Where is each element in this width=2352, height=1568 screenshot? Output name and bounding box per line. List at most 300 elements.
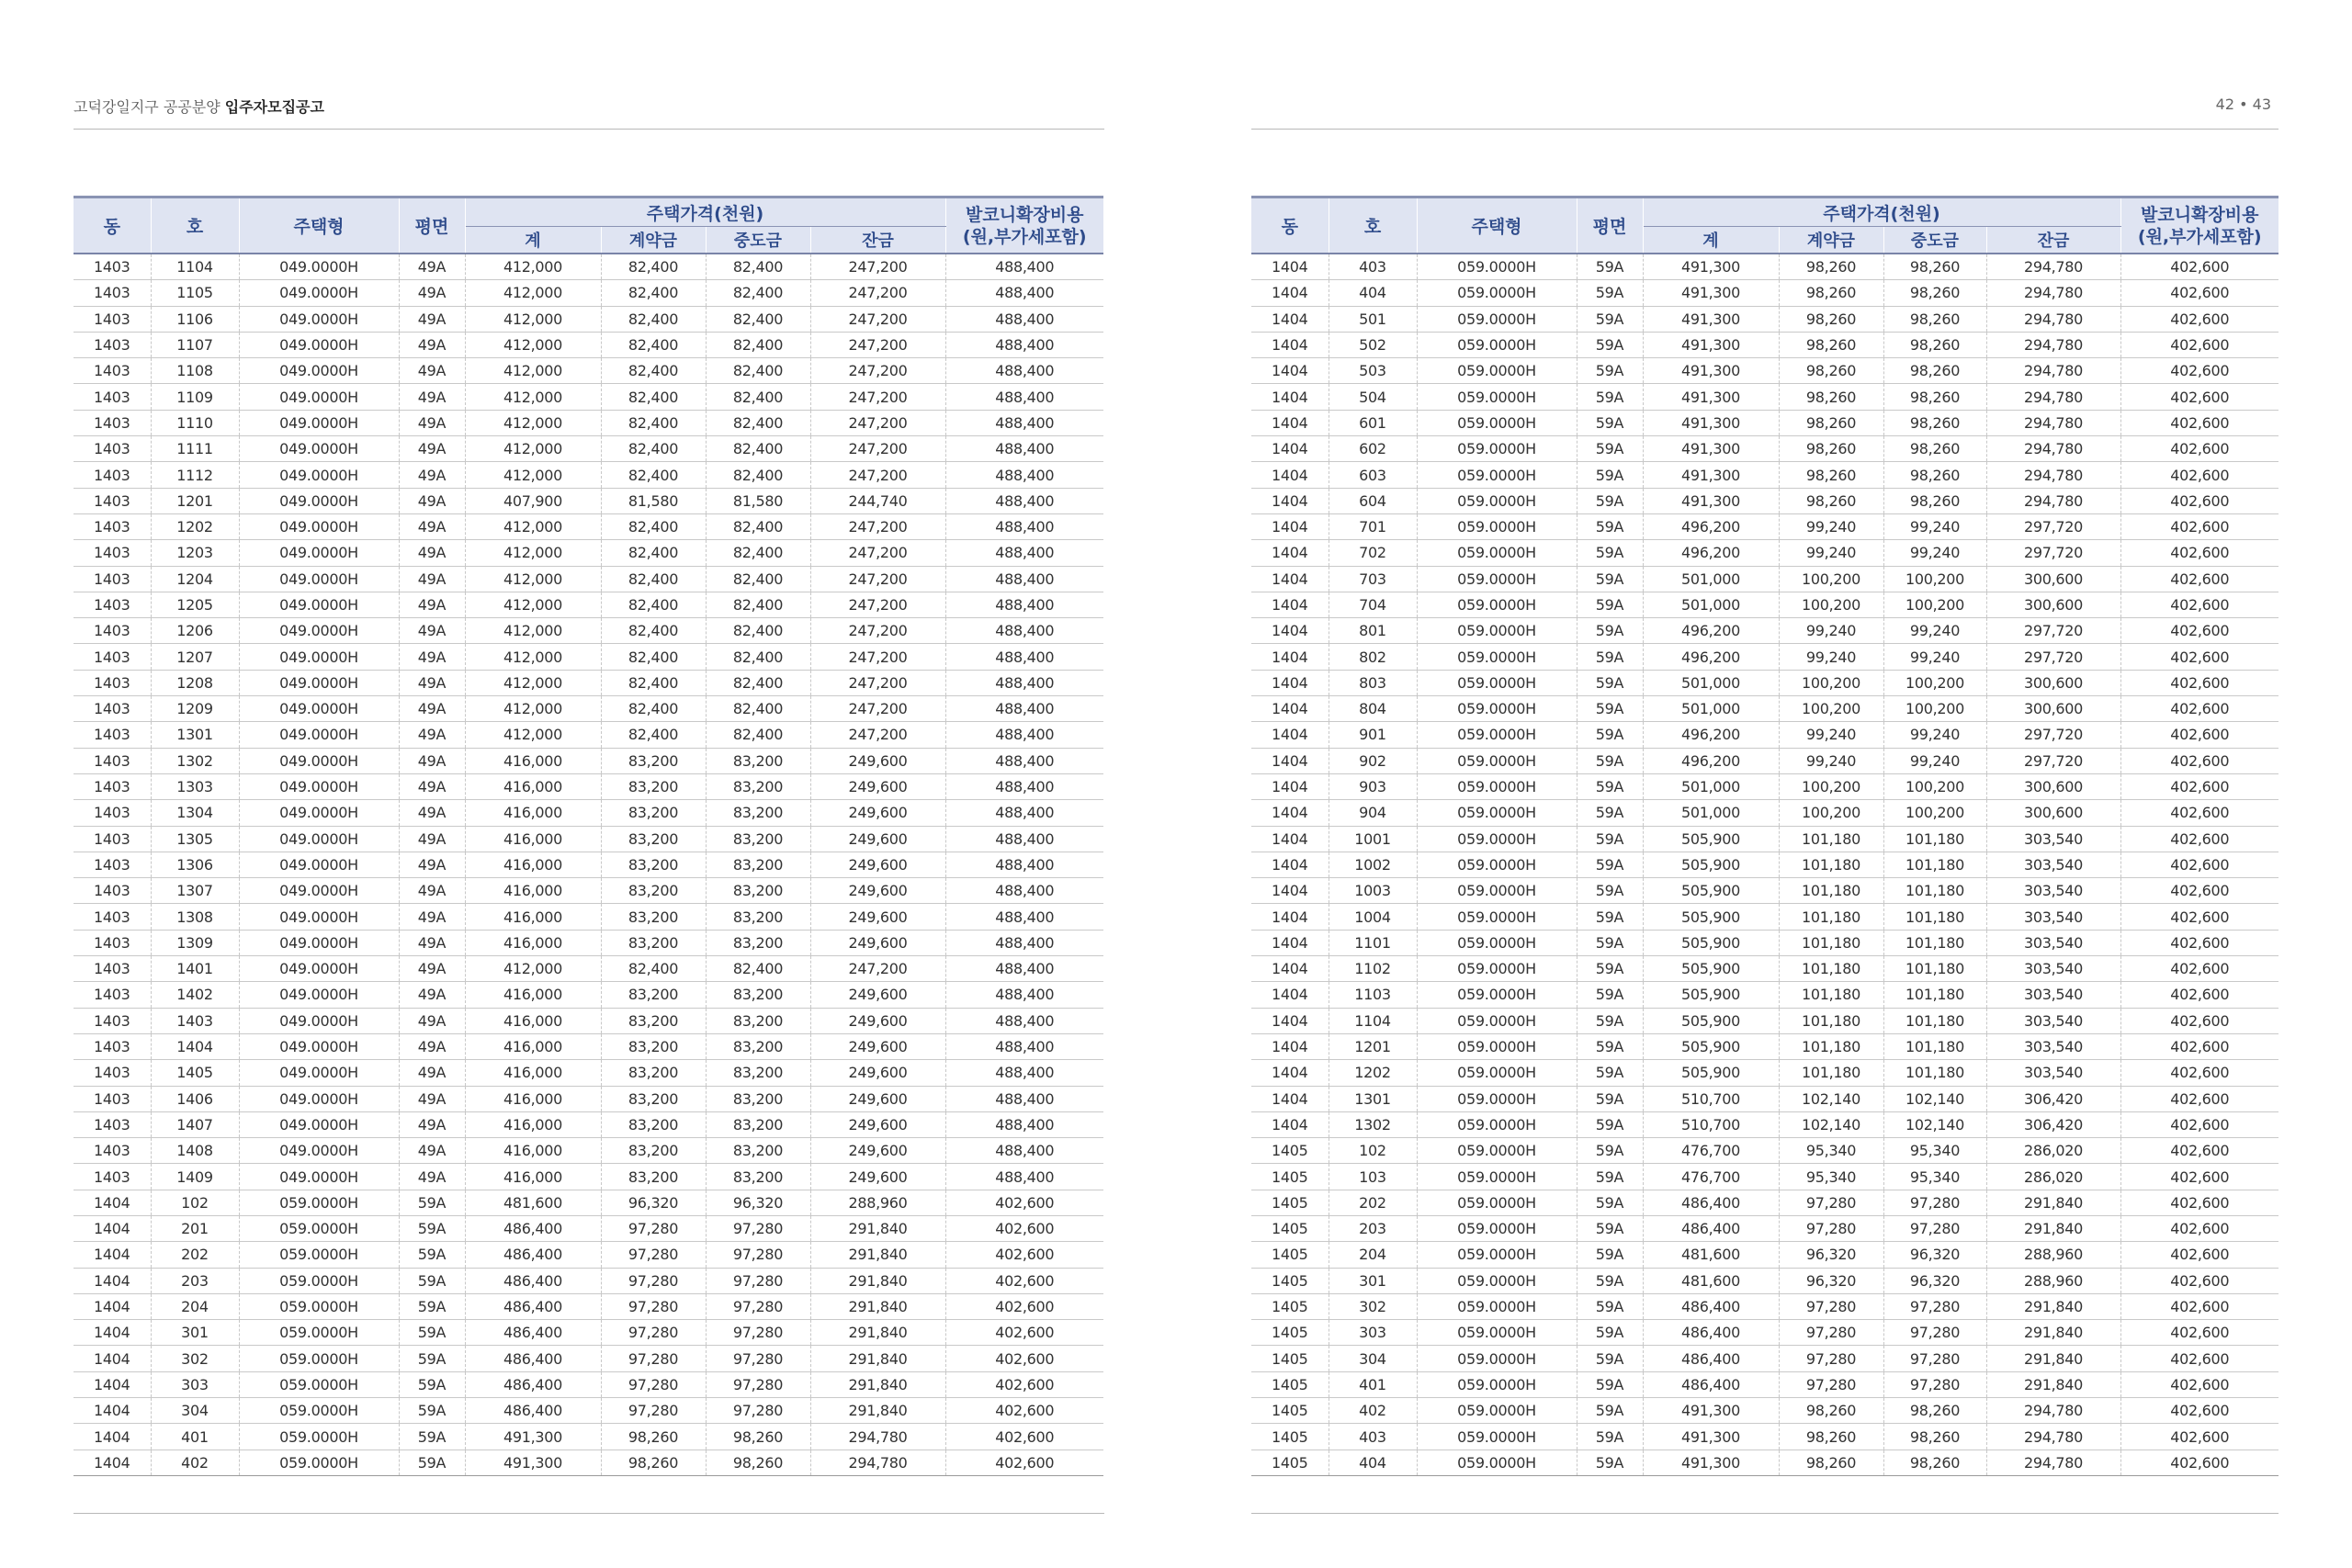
type-cell: 049.0000H — [239, 332, 399, 357]
total-cell: 412,000 — [465, 436, 601, 462]
table-row — [1251, 930, 2278, 955]
col-header-type: 주택형 — [1417, 197, 1577, 254]
type-cell: 059.0000H — [1417, 956, 1577, 982]
deposit-cell: 82,400 — [601, 513, 706, 539]
type-cell: 049.0000H — [239, 956, 399, 982]
total-cell: 416,000 — [465, 1164, 601, 1190]
total-cell: 505,900 — [1643, 826, 1779, 852]
total-cell: 496,200 — [1643, 748, 1779, 773]
table-row — [74, 540, 1103, 566]
total-cell: 491,300 — [1643, 410, 1779, 435]
balcony-cell: 488,400 — [945, 410, 1103, 435]
balance-cell: 291,840 — [810, 1398, 945, 1424]
size-cell: 59A — [1577, 410, 1643, 435]
balance-cell: 300,600 — [1986, 566, 2120, 592]
ho-cell: 1409 — [151, 1164, 239, 1190]
total-cell: 491,300 — [1643, 488, 1779, 513]
deposit-cell: 99,240 — [1779, 722, 1883, 748]
dong-cell: 1404 — [1251, 384, 1329, 410]
type-cell: 059.0000H — [1417, 1320, 1577, 1346]
dong-cell: 1403 — [74, 540, 151, 566]
middle-cell: 83,200 — [706, 1008, 810, 1033]
type-cell: 059.0000H — [1417, 1424, 1577, 1450]
size-cell: 49A — [399, 982, 465, 1008]
balance-cell: 297,720 — [1986, 722, 2120, 748]
total-cell: 486,400 — [465, 1242, 601, 1268]
size-cell: 59A — [1577, 436, 1643, 462]
size-cell: 49A — [399, 1060, 465, 1086]
type-cell: 059.0000H — [1417, 644, 1577, 670]
balcony-cell: 402,600 — [945, 1346, 1103, 1371]
balcony-cell: 402,600 — [2120, 280, 2278, 306]
dong-cell: 1404 — [74, 1450, 151, 1475]
total-cell: 491,300 — [1643, 462, 1779, 488]
dong-cell: 1403 — [74, 1111, 151, 1137]
type-cell: 059.0000H — [1417, 540, 1577, 566]
balcony-cell: 402,600 — [2120, 878, 2278, 904]
type-cell: 059.0000H — [1417, 722, 1577, 748]
middle-cell: 83,200 — [706, 1164, 810, 1190]
col-header-type: 주택형 — [239, 197, 399, 254]
table-row — [1251, 722, 2278, 748]
dong-cell: 1403 — [74, 748, 151, 773]
table-row — [74, 1450, 1103, 1475]
ho-cell: 1302 — [1329, 1111, 1417, 1137]
middle-cell: 83,200 — [706, 878, 810, 904]
ho-cell: 302 — [1329, 1293, 1417, 1319]
balcony-cell: 402,600 — [2120, 332, 2278, 357]
deposit-cell: 101,180 — [1779, 826, 1883, 852]
type-cell: 059.0000H — [239, 1398, 399, 1424]
size-cell: 49A — [399, 306, 465, 332]
middle-cell: 100,200 — [1883, 696, 1986, 722]
table-row — [74, 618, 1103, 644]
middle-cell: 101,180 — [1883, 878, 1986, 904]
total-cell: 510,700 — [1643, 1086, 1779, 1111]
balance-cell: 297,720 — [1986, 618, 2120, 644]
balance-cell: 294,780 — [1986, 306, 2120, 332]
header-divider-left — [74, 129, 1104, 130]
total-cell: 510,700 — [1643, 1111, 1779, 1137]
balance-cell: 294,780 — [1986, 384, 2120, 410]
balcony-cell: 402,600 — [945, 1215, 1103, 1241]
table-row — [74, 930, 1103, 955]
total-cell: 412,000 — [465, 696, 601, 722]
middle-cell: 97,280 — [706, 1293, 810, 1319]
middle-cell: 100,200 — [1883, 566, 1986, 592]
dong-cell: 1404 — [1251, 930, 1329, 955]
balance-cell: 297,720 — [1986, 644, 2120, 670]
col-header-deposit: 계약금 — [601, 227, 706, 254]
deposit-cell: 96,320 — [601, 1190, 706, 1215]
deposit-cell: 100,200 — [1779, 773, 1883, 799]
size-cell: 59A — [399, 1190, 465, 1215]
total-cell: 416,000 — [465, 1138, 601, 1164]
total-cell: 486,400 — [1643, 1215, 1779, 1241]
ho-cell: 1002 — [1329, 852, 1417, 877]
table-row — [1251, 618, 2278, 644]
balance-cell: 249,600 — [810, 748, 945, 773]
dong-cell: 1404 — [1251, 1060, 1329, 1086]
dong-cell: 1404 — [74, 1268, 151, 1293]
middle-cell: 82,400 — [706, 956, 810, 982]
dong-cell: 1404 — [1251, 306, 1329, 332]
balance-cell: 291,840 — [810, 1293, 945, 1319]
ho-cell: 1001 — [1329, 826, 1417, 852]
col-header-balance: 잔금 — [1986, 227, 2120, 254]
dong-cell: 1403 — [74, 306, 151, 332]
type-cell: 059.0000H — [1417, 800, 1577, 826]
deposit-cell: 97,280 — [601, 1320, 706, 1346]
middle-cell: 82,400 — [706, 696, 810, 722]
middle-cell: 83,200 — [706, 904, 810, 930]
total-cell: 505,900 — [1643, 956, 1779, 982]
deposit-cell: 82,400 — [601, 592, 706, 617]
size-cell: 59A — [1577, 1060, 1643, 1086]
type-cell: 059.0000H — [1417, 306, 1577, 332]
deposit-cell: 83,200 — [601, 748, 706, 773]
dong-cell: 1404 — [1251, 1086, 1329, 1111]
balcony-cell: 488,400 — [945, 773, 1103, 799]
dong-cell: 1403 — [74, 670, 151, 695]
size-cell: 49A — [399, 878, 465, 904]
type-cell: 049.0000H — [239, 618, 399, 644]
total-cell: 416,000 — [465, 904, 601, 930]
balance-cell: 294,780 — [1986, 280, 2120, 306]
ho-cell: 504 — [1329, 384, 1417, 410]
size-cell: 49A — [399, 566, 465, 592]
ho-cell: 1301 — [151, 722, 239, 748]
deposit-cell: 97,280 — [601, 1268, 706, 1293]
size-cell: 49A — [399, 254, 465, 280]
size-cell: 59A — [1577, 592, 1643, 617]
table-row — [74, 773, 1103, 799]
balcony-cell: 488,400 — [945, 1060, 1103, 1086]
total-cell: 505,900 — [1643, 904, 1779, 930]
balcony-cell: 402,600 — [2120, 1111, 2278, 1137]
total-cell: 501,000 — [1643, 670, 1779, 695]
dong-cell: 1404 — [1251, 1111, 1329, 1137]
type-cell: 059.0000H — [239, 1424, 399, 1450]
middle-cell: 83,200 — [706, 800, 810, 826]
ho-cell: 1304 — [151, 800, 239, 826]
type-cell: 059.0000H — [1417, 1215, 1577, 1241]
balcony-cell: 402,600 — [945, 1293, 1103, 1319]
middle-cell: 81,580 — [706, 488, 810, 513]
total-cell: 486,400 — [465, 1346, 601, 1371]
middle-cell: 101,180 — [1883, 1008, 1986, 1033]
deposit-cell: 82,400 — [601, 618, 706, 644]
type-cell: 049.0000H — [239, 773, 399, 799]
middle-cell: 82,400 — [706, 306, 810, 332]
middle-cell: 97,280 — [1883, 1320, 1986, 1346]
middle-cell: 98,260 — [1883, 1398, 1986, 1424]
balance-cell: 291,840 — [1986, 1320, 2120, 1346]
table-row — [74, 306, 1103, 332]
type-cell: 059.0000H — [1417, 358, 1577, 384]
total-cell: 491,300 — [465, 1450, 601, 1475]
total-cell: 416,000 — [465, 878, 601, 904]
balcony-cell: 488,400 — [945, 878, 1103, 904]
deposit-cell: 99,240 — [1779, 644, 1883, 670]
type-cell: 059.0000H — [1417, 1190, 1577, 1215]
total-cell: 486,400 — [465, 1320, 601, 1346]
deposit-cell: 98,260 — [1779, 488, 1883, 513]
price-table-left-body — [74, 254, 1103, 1475]
type-cell: 059.0000H — [1417, 592, 1577, 617]
middle-cell: 101,180 — [1883, 1033, 1986, 1059]
balcony-cell: 488,400 — [945, 592, 1103, 617]
col-header-balance: 잔금 — [810, 227, 945, 254]
table-row — [74, 826, 1103, 852]
middle-cell: 101,180 — [1883, 982, 1986, 1008]
col-header-balcony — [945, 197, 1103, 254]
dong-cell: 1404 — [1251, 826, 1329, 852]
dong-cell: 1404 — [1251, 670, 1329, 695]
ho-cell: 1203 — [151, 540, 239, 566]
ho-cell: 1102 — [1329, 956, 1417, 982]
dong-cell: 1403 — [74, 592, 151, 617]
dong-cell: 1403 — [74, 358, 151, 384]
dong-cell: 1403 — [74, 488, 151, 513]
deposit-cell: 83,200 — [601, 1008, 706, 1033]
total-cell: 412,000 — [465, 566, 601, 592]
deposit-cell: 100,200 — [1779, 800, 1883, 826]
dong-cell: 1403 — [74, 982, 151, 1008]
balcony-cell: 402,600 — [2120, 618, 2278, 644]
middle-cell: 82,400 — [706, 722, 810, 748]
table-row — [74, 1293, 1103, 1319]
deposit-cell: 82,400 — [601, 254, 706, 280]
dong-cell: 1405 — [1251, 1450, 1329, 1475]
ho-cell: 604 — [1329, 488, 1417, 513]
total-cell: 491,300 — [1643, 1424, 1779, 1450]
size-cell: 59A — [399, 1398, 465, 1424]
dong-cell: 1405 — [1251, 1320, 1329, 1346]
balcony-cell: 488,400 — [945, 358, 1103, 384]
table-row — [1251, 956, 2278, 982]
balance-cell: 291,840 — [810, 1268, 945, 1293]
balcony-cell: 402,600 — [2120, 462, 2278, 488]
middle-cell: 83,200 — [706, 1060, 810, 1086]
table-row — [1251, 462, 2278, 488]
type-cell: 059.0000H — [239, 1190, 399, 1215]
balcony-cell: 402,600 — [2120, 566, 2278, 592]
dong-cell: 1404 — [1251, 462, 1329, 488]
dong-cell: 1405 — [1251, 1268, 1329, 1293]
balcony-cell: 402,600 — [2120, 1215, 2278, 1241]
deposit-cell: 98,260 — [601, 1450, 706, 1475]
dong-cell: 1405 — [1251, 1190, 1329, 1215]
balance-cell: 291,840 — [1986, 1371, 2120, 1397]
deposit-cell: 97,280 — [601, 1242, 706, 1268]
document-title — [74, 96, 324, 117]
type-cell: 049.0000H — [239, 1033, 399, 1059]
type-cell: 059.0000H — [1417, 982, 1577, 1008]
deposit-cell: 99,240 — [1779, 748, 1883, 773]
deposit-cell: 82,400 — [601, 462, 706, 488]
size-cell: 59A — [1577, 332, 1643, 357]
ho-cell: 1101 — [1329, 930, 1417, 955]
balcony-cell: 488,400 — [945, 722, 1103, 748]
ho-cell: 1202 — [1329, 1060, 1417, 1086]
price-table-left — [74, 196, 1103, 1476]
deposit-cell: 101,180 — [1779, 1008, 1883, 1033]
balcony-cell: 402,600 — [945, 1371, 1103, 1397]
size-cell: 59A — [1577, 956, 1643, 982]
balcony-cell: 402,600 — [2120, 722, 2278, 748]
deposit-cell: 82,400 — [601, 670, 706, 695]
balance-cell: 244,740 — [810, 488, 945, 513]
table-row — [1251, 1033, 2278, 1059]
size-cell: 59A — [1577, 670, 1643, 695]
middle-cell: 97,280 — [706, 1320, 810, 1346]
dong-cell: 1405 — [1251, 1371, 1329, 1397]
col-header-balcony-line2: (원,부가세포함) — [962, 226, 1087, 247]
dong-cell: 1404 — [74, 1215, 151, 1241]
dong-cell: 1403 — [74, 852, 151, 877]
dong-cell: 1405 — [1251, 1424, 1329, 1450]
table-row — [74, 1190, 1103, 1215]
deposit-cell: 83,200 — [601, 800, 706, 826]
table-row — [1251, 592, 2278, 617]
col-header-balcony-line1: 발코니확장비용 — [2141, 204, 2259, 225]
total-cell: 486,400 — [1643, 1190, 1779, 1215]
ho-cell: 303 — [151, 1371, 239, 1397]
balance-cell: 247,200 — [810, 280, 945, 306]
ho-cell: 1208 — [151, 670, 239, 695]
table-row — [1251, 410, 2278, 435]
type-cell: 049.0000H — [239, 592, 399, 617]
middle-cell: 101,180 — [1883, 930, 1986, 955]
middle-cell: 97,280 — [706, 1371, 810, 1397]
table-row — [1251, 1242, 2278, 1268]
table-row — [74, 254, 1103, 280]
balance-cell: 300,600 — [1986, 800, 2120, 826]
ho-cell: 102 — [1329, 1138, 1417, 1164]
dong-cell: 1404 — [1251, 852, 1329, 877]
deposit-cell: 98,260 — [1779, 462, 1883, 488]
size-cell: 59A — [1577, 384, 1643, 410]
size-cell: 49A — [399, 852, 465, 877]
deposit-cell: 83,200 — [601, 1164, 706, 1190]
size-cell: 59A — [1577, 358, 1643, 384]
balcony-cell: 488,400 — [945, 462, 1103, 488]
size-cell: 59A — [1577, 306, 1643, 332]
table-row — [74, 1111, 1103, 1137]
type-cell: 049.0000H — [239, 748, 399, 773]
size-cell: 59A — [1577, 644, 1643, 670]
balance-cell: 247,200 — [810, 566, 945, 592]
balcony-cell: 402,600 — [2120, 358, 2278, 384]
total-cell: 486,400 — [1643, 1346, 1779, 1371]
type-cell: 059.0000H — [1417, 670, 1577, 695]
size-cell: 49A — [399, 800, 465, 826]
ho-cell: 703 — [1329, 566, 1417, 592]
table-row — [74, 904, 1103, 930]
col-header-dong: 동 — [1251, 197, 1329, 254]
ho-cell: 1403 — [151, 1008, 239, 1033]
table-row — [1251, 696, 2278, 722]
ho-cell: 803 — [1329, 670, 1417, 695]
deposit-cell: 82,400 — [601, 332, 706, 357]
total-cell: 491,300 — [1643, 306, 1779, 332]
deposit-cell: 83,200 — [601, 1060, 706, 1086]
size-cell: 49A — [399, 748, 465, 773]
total-cell: 491,300 — [1643, 358, 1779, 384]
balcony-cell: 402,600 — [2120, 1450, 2278, 1475]
middle-cell: 102,140 — [1883, 1086, 1986, 1111]
balcony-cell: 488,400 — [945, 540, 1103, 566]
table-row — [1251, 1450, 2278, 1475]
ho-cell: 1303 — [151, 773, 239, 799]
size-cell: 59A — [399, 1320, 465, 1346]
deposit-cell: 98,260 — [1779, 254, 1883, 280]
total-cell: 416,000 — [465, 982, 601, 1008]
dong-cell: 1403 — [74, 566, 151, 592]
deposit-cell: 83,200 — [601, 773, 706, 799]
dong-cell: 1404 — [1251, 982, 1329, 1008]
dong-cell: 1404 — [74, 1398, 151, 1424]
deposit-cell: 83,200 — [601, 1138, 706, 1164]
balcony-cell: 402,600 — [945, 1424, 1103, 1450]
dong-cell: 1403 — [74, 332, 151, 357]
balance-cell: 249,600 — [810, 773, 945, 799]
size-cell: 59A — [1577, 878, 1643, 904]
table-row — [1251, 1215, 2278, 1241]
col-header-size: 평면 — [1577, 197, 1643, 254]
size-cell: 59A — [1577, 930, 1643, 955]
dong-cell: 1403 — [74, 410, 151, 435]
middle-cell: 82,400 — [706, 462, 810, 488]
total-cell: 486,400 — [1643, 1320, 1779, 1346]
table-row — [1251, 280, 2278, 306]
balance-cell: 303,540 — [1986, 1033, 2120, 1059]
dong-cell: 1403 — [74, 1008, 151, 1033]
middle-cell: 82,400 — [706, 566, 810, 592]
balcony-cell: 402,600 — [945, 1268, 1103, 1293]
deposit-cell: 100,200 — [1779, 566, 1883, 592]
dong-cell: 1404 — [1251, 956, 1329, 982]
deposit-cell: 99,240 — [1779, 513, 1883, 539]
dong-cell: 1404 — [1251, 488, 1329, 513]
balance-cell: 291,840 — [810, 1242, 945, 1268]
type-cell: 059.0000H — [1417, 1398, 1577, 1424]
middle-cell: 95,340 — [1883, 1138, 1986, 1164]
total-cell: 501,000 — [1643, 800, 1779, 826]
total-cell: 416,000 — [465, 826, 601, 852]
size-cell: 49A — [399, 670, 465, 695]
deposit-cell: 98,260 — [1779, 358, 1883, 384]
total-cell: 491,300 — [1643, 384, 1779, 410]
total-cell: 501,000 — [1643, 773, 1779, 799]
dong-cell: 1404 — [1251, 332, 1329, 357]
balcony-cell: 402,600 — [2120, 1008, 2278, 1033]
balance-cell: 297,720 — [1986, 513, 2120, 539]
balance-cell: 303,540 — [1986, 852, 2120, 877]
type-cell: 049.0000H — [239, 358, 399, 384]
balcony-cell: 488,400 — [945, 826, 1103, 852]
dong-cell: 1403 — [74, 696, 151, 722]
balcony-cell: 488,400 — [945, 1138, 1103, 1164]
middle-cell: 82,400 — [706, 254, 810, 280]
table-row — [1251, 1293, 2278, 1319]
type-cell: 049.0000H — [239, 852, 399, 877]
size-cell: 59A — [1577, 1398, 1643, 1424]
ho-cell: 1109 — [151, 384, 239, 410]
header-divider-right — [1251, 129, 2278, 130]
balance-cell: 249,600 — [810, 878, 945, 904]
